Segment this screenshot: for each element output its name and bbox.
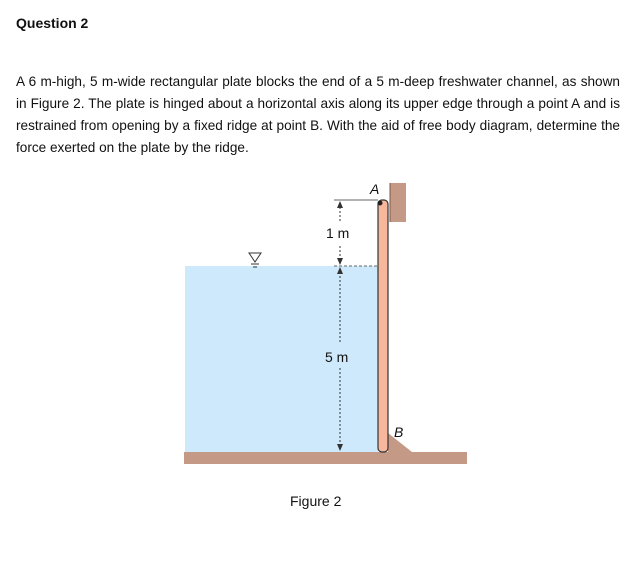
problem-statement: A 6 m-high, 5 m-wide rectangular plate blocks the end of a 5 m-deep freshwater channel, as shown in Figure 2. The plate is hinged about a horizontal axis along its upper edge through a point A and is restrained from opening by a fixed ridge at point B. With the aid of free body diagram, determine the force exerted on the plate by the ridge. — [16, 74, 620, 155]
gate-plate — [378, 200, 388, 452]
hinge-support — [390, 183, 406, 222]
free-surface-icon — [249, 253, 261, 262]
water-body — [185, 266, 378, 452]
ground-strip — [184, 452, 467, 464]
label-a: A — [370, 181, 380, 197]
hinge-pin — [378, 201, 383, 206]
question-title: Question 2 — [16, 15, 89, 31]
label-b: B — [394, 424, 404, 440]
dimension-1m: 1 m — [326, 225, 350, 241]
arrow-top-down — [337, 258, 343, 265]
arrow-top-up — [337, 201, 343, 208]
figure-caption: Figure 2 — [290, 493, 342, 509]
dimension-5m: 5 m — [325, 349, 349, 365]
